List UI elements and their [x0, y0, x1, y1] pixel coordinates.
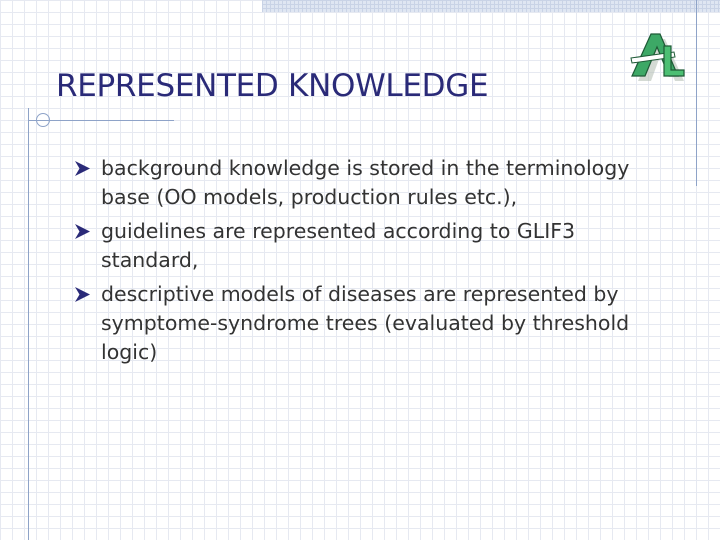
arrowhead-bullet-icon: [74, 223, 91, 240]
bullet-item: [74, 154, 674, 212]
top-decorative-band: [262, 0, 720, 12]
arrowhead-bullet-icon: [74, 160, 91, 177]
left-vertical-rule: [28, 108, 29, 540]
slide-title: REPRESENTED KNOWLEDGE: [56, 68, 489, 104]
al-logo-icon: [626, 28, 688, 84]
bullet-text: background knowledge is stored in the terminology base (OO models, production rules etc.),: [101, 156, 630, 209]
bullet-text: descriptive models of diseases are represented by symptome-syndrome trees (evaluated by threshold logic): [101, 282, 630, 364]
bullet-item: [74, 217, 674, 275]
bullet-text: guidelines are represented according to GLIF3 standard,: [101, 219, 576, 272]
bullet-list: [74, 154, 674, 372]
rule-intersection-circle: [36, 113, 50, 127]
arrowhead-bullet-icon: [74, 286, 91, 303]
right-vertical-rule: [696, 0, 697, 186]
bullet-item: [74, 280, 674, 367]
